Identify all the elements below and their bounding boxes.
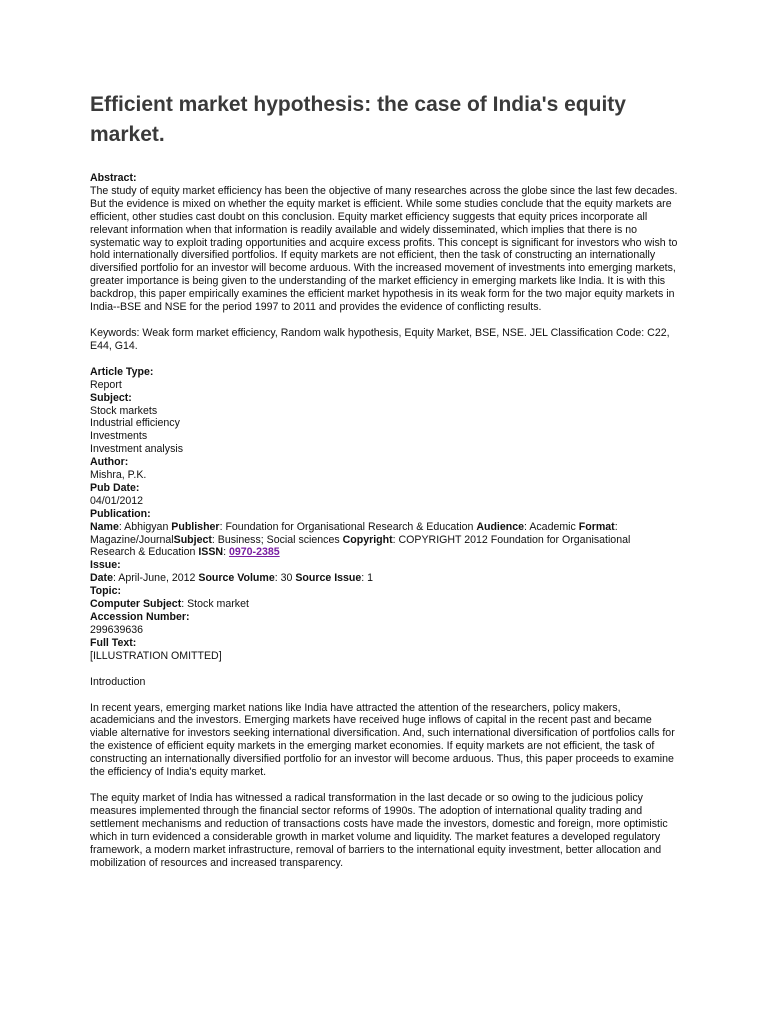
computer-subject-value: : Stock market xyxy=(181,598,249,611)
publication-subject-label: Subject xyxy=(173,533,212,546)
introduction-heading: Introduction xyxy=(90,675,146,688)
publication-name-label: Name xyxy=(90,520,119,533)
format-value: : Magazine/Journal xyxy=(90,520,618,546)
subject-item: Stock markets xyxy=(90,404,158,417)
source-volume-label: Source Volume xyxy=(198,572,275,585)
subject-item: Industrial efficiency xyxy=(90,417,180,430)
topic-details xyxy=(90,598,678,611)
subject-item: Investment analysis xyxy=(90,443,184,456)
computer-subject-label: Computer Subject xyxy=(90,598,182,611)
issue-date-label: Date xyxy=(90,572,113,585)
publication-subject-value: : Business; Social sciences xyxy=(211,533,343,546)
body-paragraph: In recent years, emerging market nations like India have attracted the attention of the researchers, policy makers, academicians and the investors. Emerging markets have received huge inflows of capital in the recent past and became viable alternative for investors seeking international diversification. And, such international diversification of portfolios calls for the existence of efficient equity markets in the emerging market economies. If equity markets are not efficient, the task of constructing an internationally diversified portfolio for an investor will become arduous. Thus, this paper proceeds to examine the efficiency of India's equity market. xyxy=(90,701,675,779)
body-paragraph: The equity market of India has witnessed a radical transformation in the last decade or so owing to the judicious policy measures implemented through the financial sector reforms of 1990s. The adoption of international quality trading and settlement mechanisms and reduction of transactions costs have made the investors, domestic and foreign, more optimistic which in turn evidenced a considerable growth in market volume and liquidity. The market features a developed regulatory framework, a modern market infrastructure, removal of barriers to the international equity investment, better allocation and mobilization of resources and increased transparency. xyxy=(90,791,668,869)
full-text-value: [ILLUSTRATION OMITTED] xyxy=(90,649,222,662)
document-body xyxy=(90,172,678,869)
article-type-label: Article Type: xyxy=(90,365,154,378)
keywords-text: Keywords: Weak form market efficiency, Random walk hypothesis, Equity Market, BSE, NSE. JEL Classification Code: C22, E44, G14. xyxy=(90,326,670,352)
audience-value: : Academic xyxy=(524,520,579,533)
issue-label: Issue: xyxy=(90,559,121,572)
publication-details xyxy=(90,521,678,560)
issn-separator: : xyxy=(223,546,229,559)
author-label: Author: xyxy=(90,456,129,469)
publisher-label: Publisher xyxy=(171,520,220,533)
source-volume-value: : 30 xyxy=(274,572,296,585)
source-issue-label: Source Issue xyxy=(295,572,362,585)
copyright-value: : COPYRIGHT 2012 Foundation for Organisational Research & Education xyxy=(90,533,631,559)
author-value: Mishra, P.K. xyxy=(90,469,147,482)
subject-item: Investments xyxy=(90,430,148,443)
accession-label: Accession Number: xyxy=(90,611,190,623)
full-text-label: Full Text: xyxy=(90,636,137,649)
publication-label: Publication: xyxy=(90,507,151,520)
subject-label: Subject: xyxy=(90,391,132,404)
format-label: Format xyxy=(578,520,615,533)
audience-label: Audience xyxy=(476,520,525,533)
accession-value: 299639636 xyxy=(90,623,144,636)
article-type-value: Report xyxy=(90,378,122,391)
issue-date-value: : April-June, 2012 xyxy=(112,572,199,585)
pub-date-label: Pub Date: xyxy=(90,481,140,494)
topic-label: Topic: xyxy=(90,585,121,598)
publication-name-value: : Abhigyan xyxy=(118,520,172,533)
pub-date-value: 04/01/2012 xyxy=(90,494,144,507)
page-title: Efficient market hypothesis: the case of India's equity market. xyxy=(90,93,626,146)
issue-details xyxy=(90,572,678,585)
publisher-value: : Foundation for Organisational Research & Education xyxy=(219,520,477,533)
abstract-text: The study of equity market efficiency has been the objective of many researches across the globe since the last few decades. But the evidence is mixed on whether the equity market is efficient. While some studies conclude that the equity markets are efficient, other studies cast doubt on this conclusion. Equity market efficiency suggests that equity prices incorporate all relevant information when that information is readily available and widely disseminated, which implies that there is no systematic way to exploit trading opportunities and acquire excess profits. This concept is significant for investors who wish to hold internationally diversified portfolios. If equity markets are not efficient, then the task of constructing an internationally diversified portfolio for an investor will become arduous. With the increased movement of investments into emerging markets, greater importance is being given to the understanding of the market efficiency in emerging markets like India. It is with this backdrop, this paper empirically examines the efficient market hypothesis in its weak form for the two major equity markets in India--BSE and NSE for the period 1997 to 2011 and provides the evidence of conflicting results. xyxy=(90,184,678,314)
abstract-label: Abstract: xyxy=(90,172,137,184)
copyright-label: Copyright xyxy=(342,533,393,546)
issn-label: ISSN xyxy=(198,546,224,559)
source-issue-value: : 1 xyxy=(361,572,374,585)
issn-link[interactable]: 0970-2385 xyxy=(228,546,280,559)
